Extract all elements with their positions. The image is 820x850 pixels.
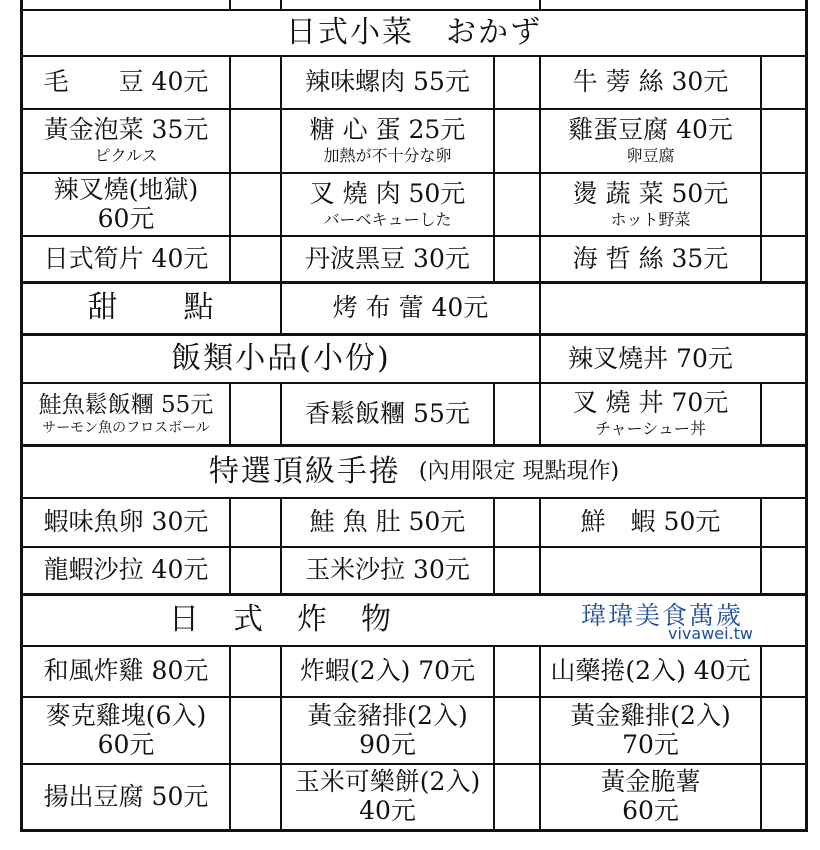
section-title: 甜 點 [87, 290, 216, 326]
menu-item [282, 548, 493, 593]
menu-item [282, 174, 493, 235]
item-name-price: 山藥捲(2入) 40元 [550, 656, 751, 686]
item-name-price: 黃金泡菜 35元 [43, 115, 209, 145]
item-name-price: 糖 心 蛋 25元 [309, 115, 466, 145]
menu-item [282, 110, 493, 172]
watermark-title: 瑋瑋美食萬歲 [581, 601, 744, 630]
hand-rolls-header [23, 447, 805, 497]
menu-item [282, 384, 493, 444]
divider [229, 647, 231, 829]
item-subtitle: ホット野菜 [610, 209, 691, 229]
menu-item [23, 647, 229, 696]
menu-item [541, 765, 760, 829]
menu-item [282, 698, 493, 763]
menu-item [282, 499, 493, 546]
menu-item [282, 284, 539, 333]
menu-item [282, 647, 493, 696]
item-name-price: 黃金雞排(2入) [570, 700, 731, 730]
item-price: 90元 [359, 729, 416, 759]
section-title: 特選頂級手捲 [208, 453, 401, 489]
rice-header [23, 336, 539, 382]
menu-item [541, 174, 760, 235]
divider [493, 55, 495, 284]
menu-item [541, 647, 760, 696]
item-name-price: 香鬆飯糰 55元 [305, 398, 470, 428]
item-name-price: 牛 蒡 絲 30元 [572, 67, 729, 97]
divider [229, 384, 231, 444]
item-name-price: 雞蛋豆腐 40元 [568, 115, 733, 145]
item-name-price: 黃金豬排(2入) [307, 700, 468, 730]
menu-item [282, 237, 493, 281]
menu-item [541, 237, 760, 281]
menu-item [23, 57, 229, 108]
menu-item [23, 174, 229, 235]
side-dishes-header [20, 11, 808, 55]
item-name-price: 毛 豆 40元 [43, 67, 209, 97]
item-subtitle: バーベキューした [323, 209, 452, 229]
item-name-price: 日式筍片 40元 [43, 243, 209, 273]
watermark-url: vivawei.tw [668, 624, 754, 643]
item-subtitle: 卵豆腐 [626, 146, 675, 166]
divider [760, 647, 762, 829]
dessert-header [23, 284, 280, 333]
item-name-price: 炸蝦(2入) 70元 [299, 656, 476, 686]
section-note: (內用限定 現點現作) [418, 459, 620, 485]
item-name-price: 麥克雞塊(6入) [45, 700, 207, 730]
item-subtitle: チャーシュー丼 [595, 419, 706, 439]
menu-item [541, 499, 760, 546]
menu-item [541, 110, 760, 172]
menu-item [23, 698, 229, 763]
menu-item [282, 57, 493, 108]
item-price: 60元 [97, 729, 155, 759]
item-subtitle: ピクルス [94, 146, 158, 166]
menu-item [23, 765, 229, 829]
divider [760, 55, 762, 284]
menu-item [23, 110, 229, 172]
divider [493, 384, 495, 444]
item-name-price: 和風炸雞 80元 [43, 656, 209, 686]
item-price: 60元 [97, 203, 155, 233]
menu-item [23, 548, 229, 593]
item-name-price: 丹波黑豆 30元 [305, 243, 470, 273]
divider [539, 284, 541, 333]
divider [229, 499, 231, 593]
item-name-price: 龍蝦沙拉 40元 [43, 555, 209, 585]
menu-item [23, 237, 229, 281]
item-name-price: 玉米可樂餅(2入) [294, 767, 481, 797]
item-subtitle: サーモン魚のフロスボール [42, 420, 210, 437]
item-name-price: 玉米沙拉 30元 [305, 555, 470, 585]
divider [493, 499, 495, 593]
section-title: 日式小菜 おかず [286, 14, 542, 50]
item-price: 60元 [622, 796, 679, 825]
menu-item [23, 384, 229, 444]
item-name-price: 燙 蔬 菜 50元 [572, 178, 729, 208]
item-name-price: 辣叉燒(地獄) [53, 174, 199, 204]
divider [760, 499, 762, 593]
item-name-price: 叉 燒 肉 50元 [309, 178, 466, 208]
menu-item [23, 499, 229, 546]
item-name-price: 鮭魚鬆飯糰 55元 [38, 391, 214, 418]
section-title: 飯類小品(小份) [171, 340, 391, 376]
section-title: 日 式 炸 物 [169, 602, 393, 638]
menu-item [282, 765, 493, 829]
item-name-price: 鮮 蝦 50元 [580, 507, 721, 537]
item-name-price: 鮭 魚 肚 50元 [309, 507, 466, 537]
menu-item [541, 698, 760, 763]
item-name-price: 叉 燒 丼 70元 [572, 388, 729, 418]
item-name-price: 揚出豆腐 50元 [43, 781, 209, 811]
item-price: 40元 [359, 796, 416, 825]
menu-item [541, 548, 760, 593]
item-name-price: 黃金脆薯 [600, 767, 701, 797]
menu-item [541, 336, 760, 382]
menu-item [541, 57, 760, 108]
divider [229, 55, 231, 284]
item-name-price: 辣味螺肉 55元 [305, 67, 470, 97]
item-subtitle: 加熱が不十分な卵 [323, 146, 452, 166]
item-name-price: 烤 布 蕾 40元 [332, 293, 489, 323]
menu-item [541, 384, 760, 444]
fried-header [23, 596, 539, 645]
item-name-price: 蝦味魚卵 30元 [43, 507, 209, 537]
item-price: 70元 [622, 729, 679, 759]
divider [493, 647, 495, 829]
divider [760, 384, 762, 444]
item-name-price: 海 哲 絲 35元 [572, 243, 729, 273]
item-name-price: 辣叉燒丼 70元 [568, 343, 733, 373]
